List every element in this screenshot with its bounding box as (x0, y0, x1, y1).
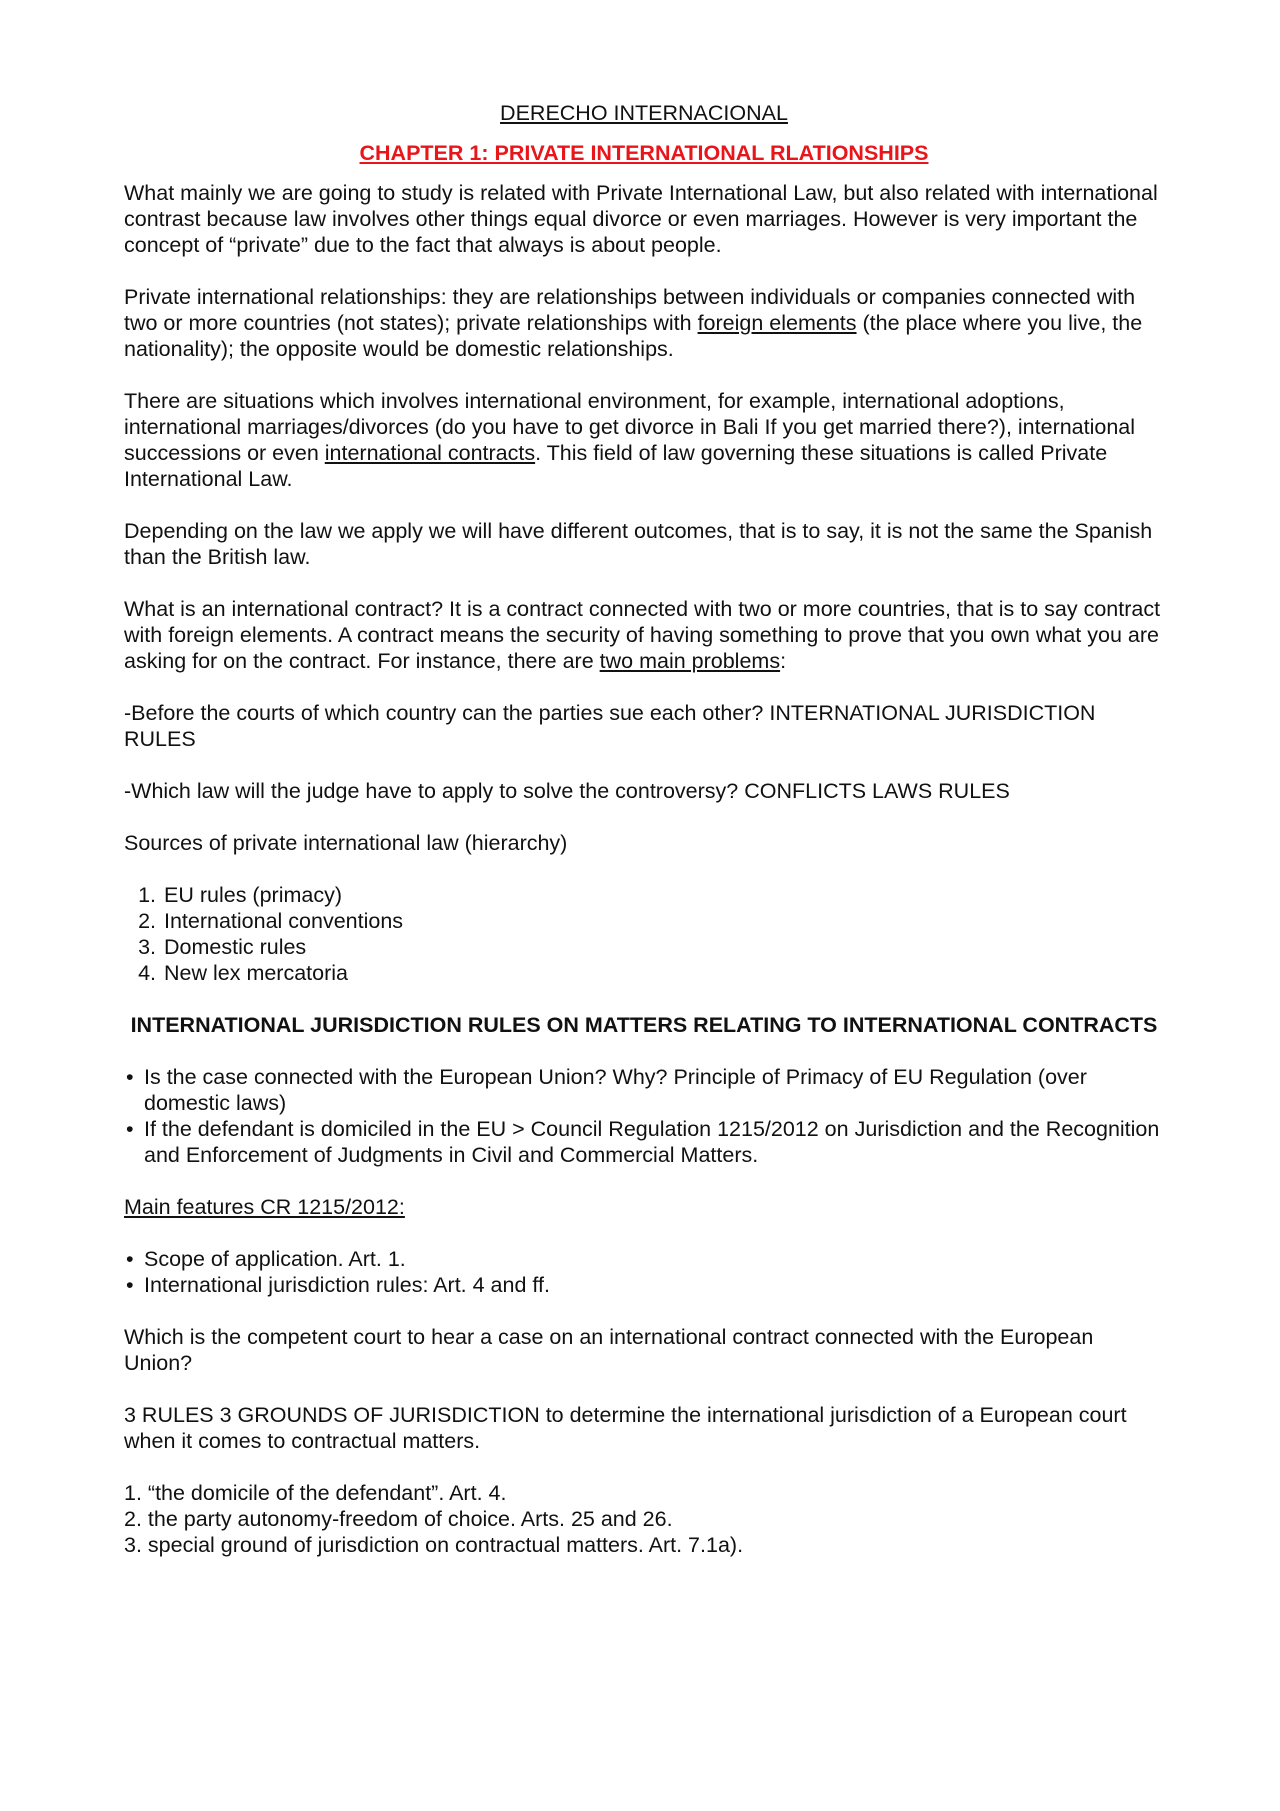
text-segment: Private international relationships: they are relationships between individuals or companies connected with two or more countries (not states); private relationships with (124, 285, 1136, 335)
list-item-text: Is the case connected with the European Union? Why? Principle of Primacy of EU Regulation (over domestic laws) (144, 1065, 1087, 1115)
text-segment: : (780, 649, 787, 673)
list-item: 2. the party autonomy-freedom of choice. Arts. 25 and 26. (124, 1507, 673, 1531)
paragraph-sources-intro: Sources of private international law (hierarchy) (124, 831, 568, 855)
bullet-icon: • (126, 1117, 134, 1141)
paragraph-outcomes: Depending on the law we apply we will have different outcomes, that is to say, it is not the same the Spanish than the British law. (124, 519, 1153, 569)
paragraph-international-contract (124, 596, 1164, 674)
chapter-heading: CHAPTER 1: PRIVATE INTERNATIONAL RLATIONSHIPS (359, 141, 929, 165)
paragraph-competent-court: Which is the competent court to hear a case on an international contract connected with the European Union? (124, 1325, 1094, 1375)
list-item (124, 1064, 1164, 1116)
paragraph-conflicts-question: -Which law will the judge have to apply to solve the controversy? CONFLICTS LAWS RULES (124, 779, 1010, 803)
bullet-list-eu (124, 1064, 1164, 1168)
bullet-icon: • (126, 1273, 134, 1297)
text-segment: . This field of law governing these situations is called Private International Law. (124, 441, 1108, 491)
underlined-term-two-main-problems: two main problems (599, 649, 781, 673)
underlined-term-international-contracts: international contracts (324, 441, 536, 465)
text-segment: What is an international contract? It is a contract connected with two or more countries, that is to say contract with foreign elements. A contract means the security of having something to prove that you own what you are asking for on the contract. For instance, there are (124, 597, 1161, 673)
document-page (124, 100, 1164, 1558)
text-segment: (the place where you live, the nationality); the opposite would be domestic relationships. (124, 311, 1143, 361)
list-item (124, 1246, 1164, 1272)
list-item-text: Scope of application. Art. 1. (144, 1247, 406, 1271)
bullet-list-features (124, 1246, 1164, 1298)
underlined-term-foreign-elements: foreign elements (697, 311, 857, 335)
paragraph-three-rules: 3 RULES 3 GROUNDS OF JURISDICTION to determine the international jurisdiction of a European court when it comes to contractual matters. (124, 1403, 1127, 1453)
list-item-text: If the defendant is domiciled in the EU > Council Regulation 1215/2012 on Jurisdiction and the Recognition and Enforcement of Judgments in Civil and Commercial Matters. (144, 1117, 1160, 1167)
list-item: 3. special ground of jurisdiction on contractual matters. Art. 7.1a). (124, 1533, 744, 1557)
document-title: DERECHO INTERNACIONAL (500, 101, 788, 125)
text-segment: There are situations which involves international environment, for example, international adoptions, international marriages/divorces (do you have to get divorce in Bali If you get married there?), international successions or even (124, 389, 1136, 465)
list-item: 2. International conventions (162, 908, 1164, 934)
list-item (124, 1116, 1164, 1168)
sources-list (124, 882, 1164, 986)
paragraph-relationships (124, 284, 1164, 362)
bullet-icon: • (126, 1065, 134, 1089)
rules-list (124, 1480, 1164, 1558)
list-item: 1. “the domicile of the defendant”. Art. 4. (124, 1481, 507, 1505)
section-heading: INTERNATIONAL JURISDICTION RULES ON MATTERS RELATING TO INTERNATIONAL CONTRACTS (130, 1013, 1158, 1037)
paragraph-situations (124, 388, 1164, 492)
main-features-heading: Main features CR 1215/2012: (124, 1195, 405, 1219)
list-item-text: International jurisdiction rules: Art. 4 and ff. (144, 1273, 550, 1297)
list-item (124, 1272, 1164, 1298)
list-item: 3. Domestic rules (162, 934, 1164, 960)
list-item: 1. EU rules (primacy) (162, 882, 1164, 908)
bullet-icon: • (126, 1247, 134, 1271)
paragraph-jurisdiction-question: -Before the courts of which country can the parties sue each other? INTERNATIONAL JURISDICTION RULES (124, 701, 1096, 751)
list-item: 4. New lex mercatoria (162, 960, 1164, 986)
paragraph-intro: What mainly we are going to study is related with Private International Law, but also related with international contrast because law involves other things equal divorce or even marriages. However is very important the concept of “private” due to the fact that always is about people. (124, 181, 1158, 257)
